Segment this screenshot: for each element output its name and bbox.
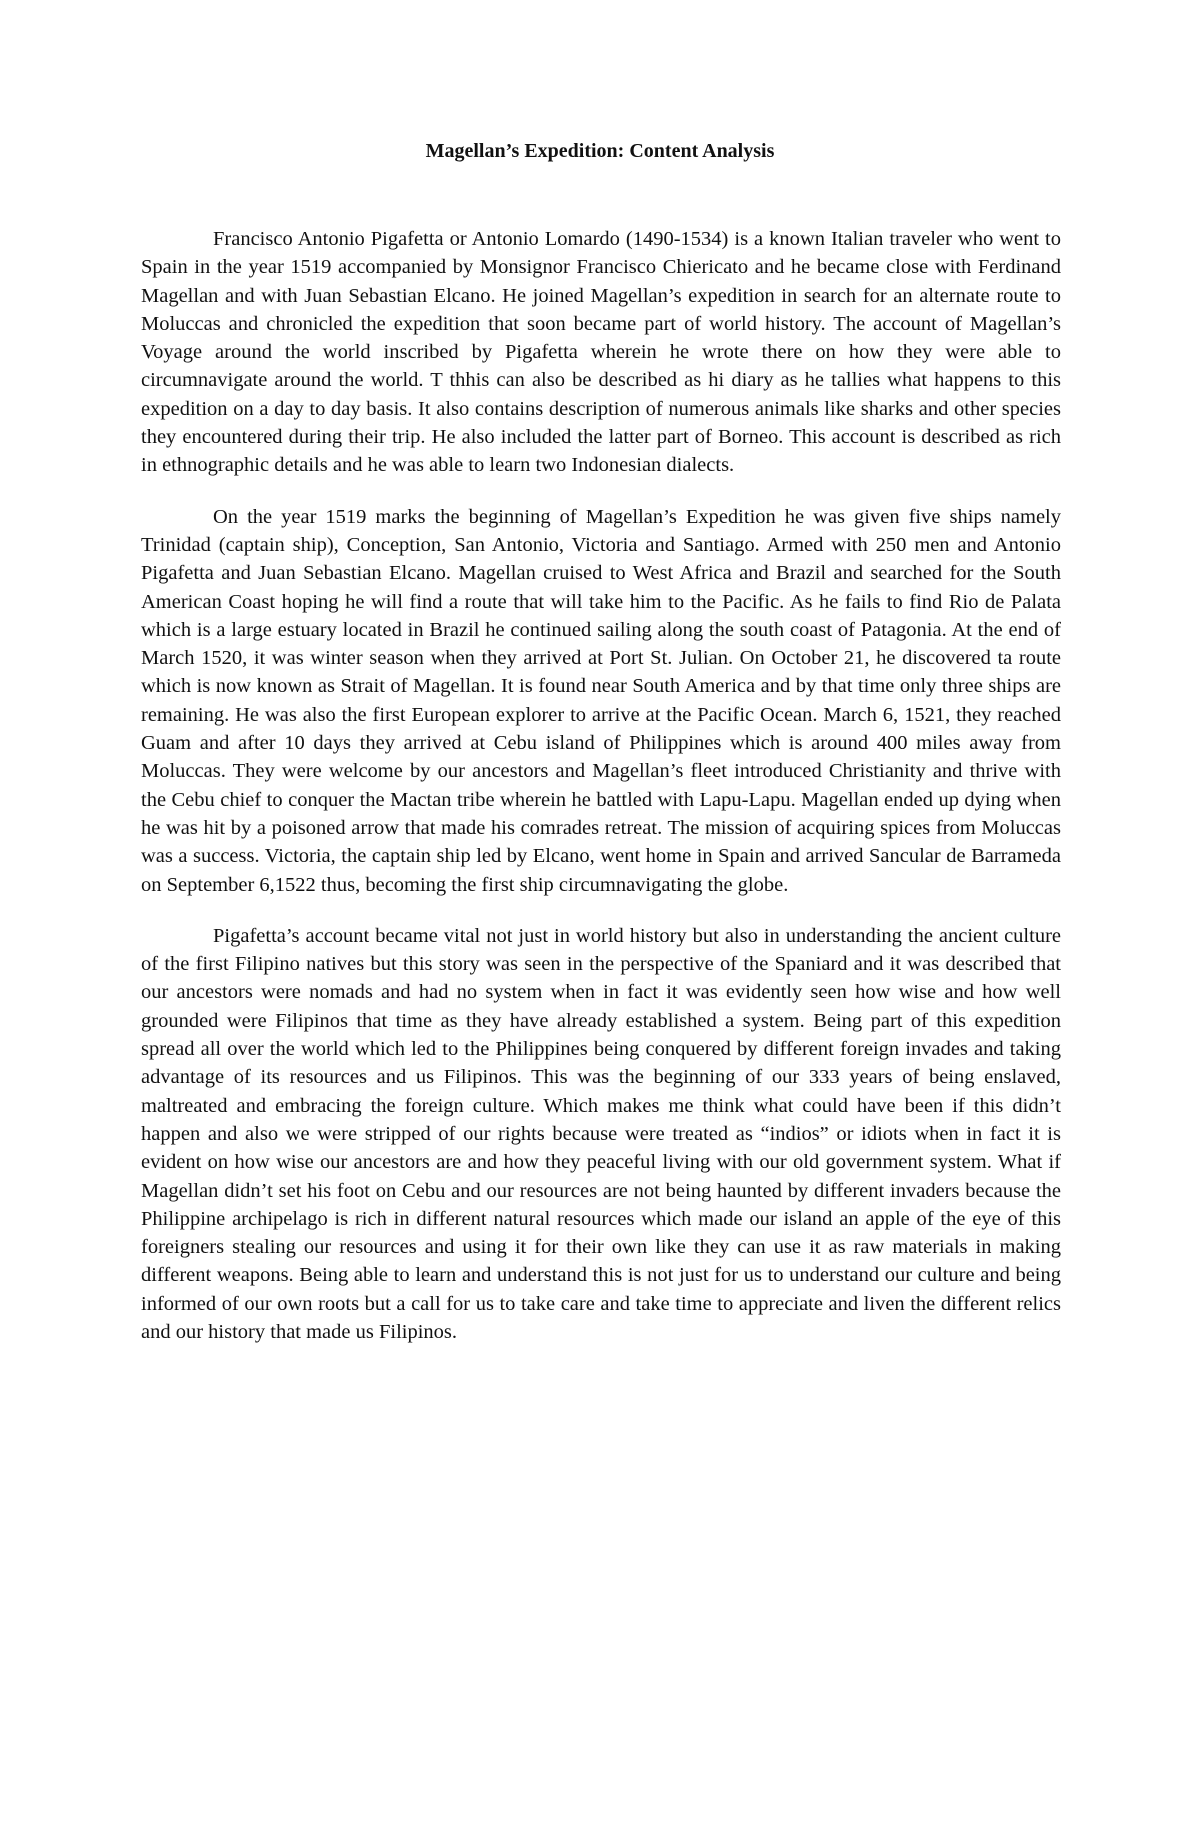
paragraph-expedition-account: On the year 1519 marks the beginning of Magellan’s Expedition he was given five ships namely Trinidad (captain ship), Conception, San Antonio, Victoria and Santiago. Armed with 250 men and Antonio Pigafetta and Juan Sebastian Elcano. Magellan cruised to West Africa and Brazil and searched for the South American Coast hoping he will find a route that will take him to the Pacific. As he fails to find Rio de Palata which is a large estuary located in Brazil he continued sailing along the south coast of Patagonia. At the end of March 1520, it was winter season when they arrived at Port St. Julian. On October 21, he discovered ta route which is now known as Strait of Magellan. It is found near South America and by that time only three ships are remaining. He was also the first European explorer to arrive at the Pacific Ocean. March 6, 1521, they reached Guam and after 10 days they arrived at Cebu island of Philippines which is around 400 miles away from Moluccas. They were welcome by our ancestors and Magellan’s fleet introduced Christianity and thrive with the Cebu chief to conquer the Mactan tribe wherein he battled with Lapu-Lapu. Magellan ended up dying when he was hit by a poisoned arrow that made his comrades retreat. The mission of acquiring spices from Moluccas was a success. Victoria, the captain ship led by Elcano, went home in Spain and arrived Sancular de Barrameda on September 6,1522 thus, becoming the first ship circumnavigating the globe. [141,505,1061,896]
paragraph-reflection: Pigafetta’s account became vital not just in world history but also in understanding the ancient culture of the first Filipino natives but this story was seen in the perspective of the Spaniard and it was described that our ancestors were nomads and had no system when in fact it was evidently seen how wise and how well grounded were Filipinos that time as they have already established a system. Being part of this expedition spread all over the world which led to the Philippines being conquered by different foreign invades and taking advantage of its resources and us Filipinos. This was the beginning of our 333 years of being enslaved, maltreated and embracing the foreign culture. Which makes me think what could have been if this didn’t happen and also we were stripped of our rights because were treated as “indios” or idiots when in fact it is evident on how wise our ancestors are and how they peaceful living with our old government system. What if Magellan didn’t set his foot on Cebu and our resources are not being haunted by different invaders because the Philippine archipelago is rich in different natural resources which made our island an apple of the eye of this foreigners stealing our resources and using it for their own like they can use it as raw materials in making different weapons. Being able to learn and understand this is not just for us to understand our culture and being informed of our own roots but a call for us to take care and take time to appreciate and liven the different relics and our history that made us Filipinos. [141,924,1061,1343]
paragraph-pigafetta-intro: Francisco Antonio Pigafetta or Antonio Lomardo (1490-1534) is a known Italian traveler who went to Spain in the year 1519 accompanied by Monsignor Francisco Chiericato and he became close with Ferdinand Magellan and with Juan Sebastian Elcano. He joined Magellan’s expedition in search for an alternate route to Moluccas and chronicled the expedition that soon became part of world history. The account of Magellan’s Voyage around the world inscribed by Pigafetta wherein he wrote there on how they were able to circumnavigate around the world. T thhis can also be described as hi diary as he tallies what happens to this expedition on a day to day basis. It also contains description of numerous animals like sharks and other species they encountered during their trip. He also included the latter part of Borneo. This account is described as rich in ethnographic details and he was able to learn two Indonesian dialects. [141,228,1061,477]
document-body [141,225,1061,1346]
document-title: Magellan’s Expedition: Content Analysis [425,140,775,162]
